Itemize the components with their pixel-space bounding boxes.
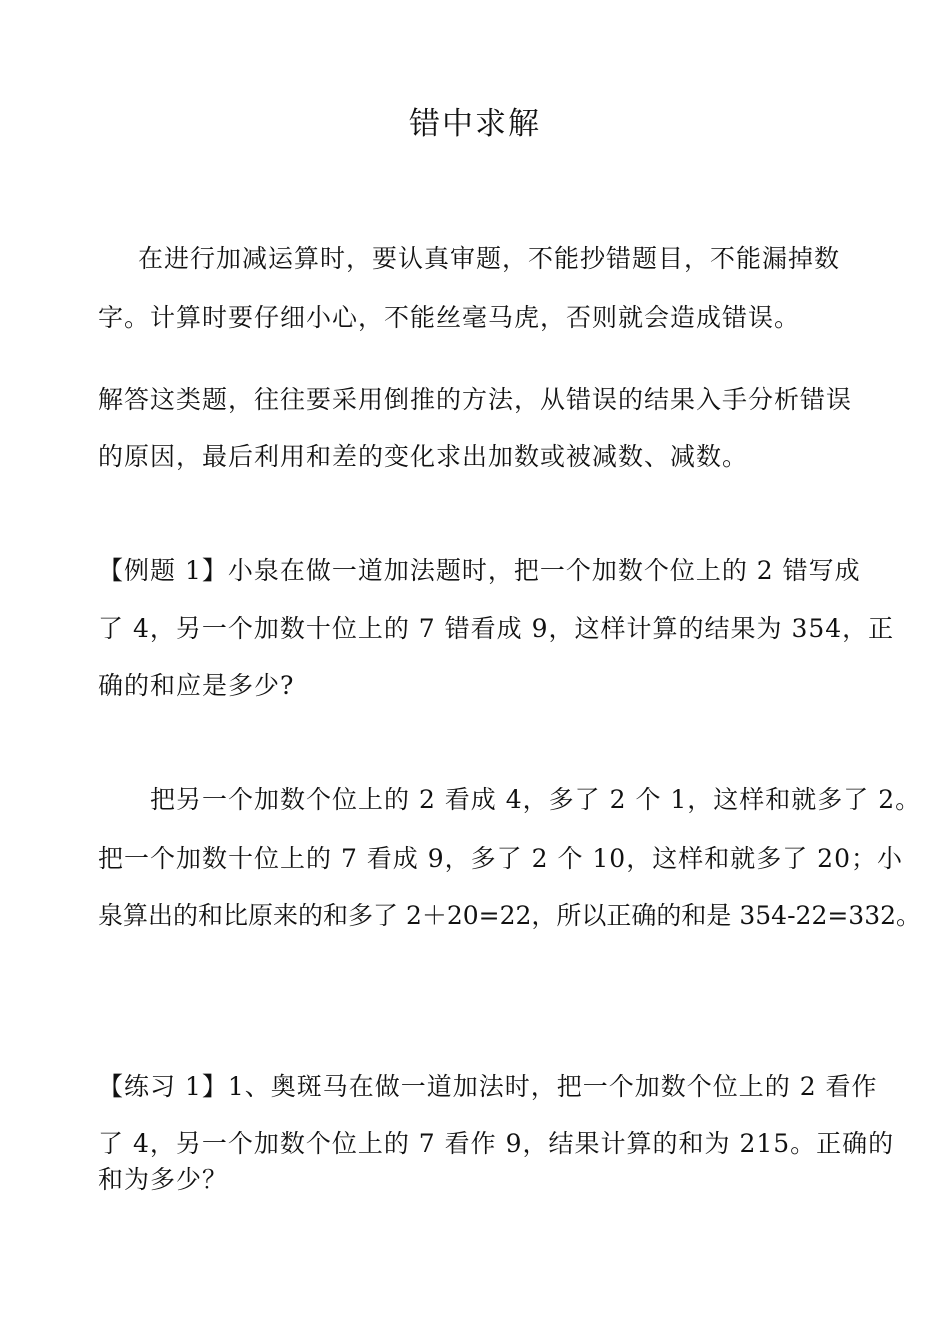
solution-1-line-1: 把另一个加数个位上的 2 看成 4，多了 2 个 1，这样和就多了 2。 xyxy=(150,785,922,814)
intro-line-1: 在进行加减运算时，要认真审题，不能抄错题目，不能漏掉数 xyxy=(138,244,841,273)
example-1-line-1: 【例题 1】小泉在做一道加法题时，把一个加数个位上的 2 错写成 xyxy=(98,556,861,585)
example-1-line-2: 了 4，另一个加数十位上的 7 错看成 9，这样计算的结果为 354，正 xyxy=(98,614,895,643)
method-line-2: 的原因，最后利用和差的变化求出加数或被减数、减数。 xyxy=(98,442,749,471)
exercise-1-line-2: 了 4，另一个加数个位上的 7 看作 9，结果计算的和为 215。正确的 xyxy=(98,1129,895,1158)
exercise-1-line-1: 【练习 1】1、奥斑马在做一道加法时，把一个加数个位上的 2 看作 xyxy=(98,1072,878,1101)
example-1-line-3: 确的和应是多少? xyxy=(98,671,295,700)
method-line-1: 解答这类题，往往要采用倒推的方法，从错误的结果入手分析错误 xyxy=(98,385,853,414)
intro-line-2: 字。计算时要仔细小心，不能丝毫马虎，否则就会造成错误。 xyxy=(98,303,801,332)
exercise-1-line-3: 和为多少？ xyxy=(98,1165,229,1194)
page-title: 错中求解 xyxy=(409,106,541,142)
solution-1-line-2: 把一个加数十位上的 7 看成 9，多了 2 个 10，这样和就多了 20；小 xyxy=(98,844,903,873)
solution-1-line-3: 泉算出的和比原来的和多了 2＋20=22，所以正确的和是 354-22=332。 xyxy=(98,901,922,930)
